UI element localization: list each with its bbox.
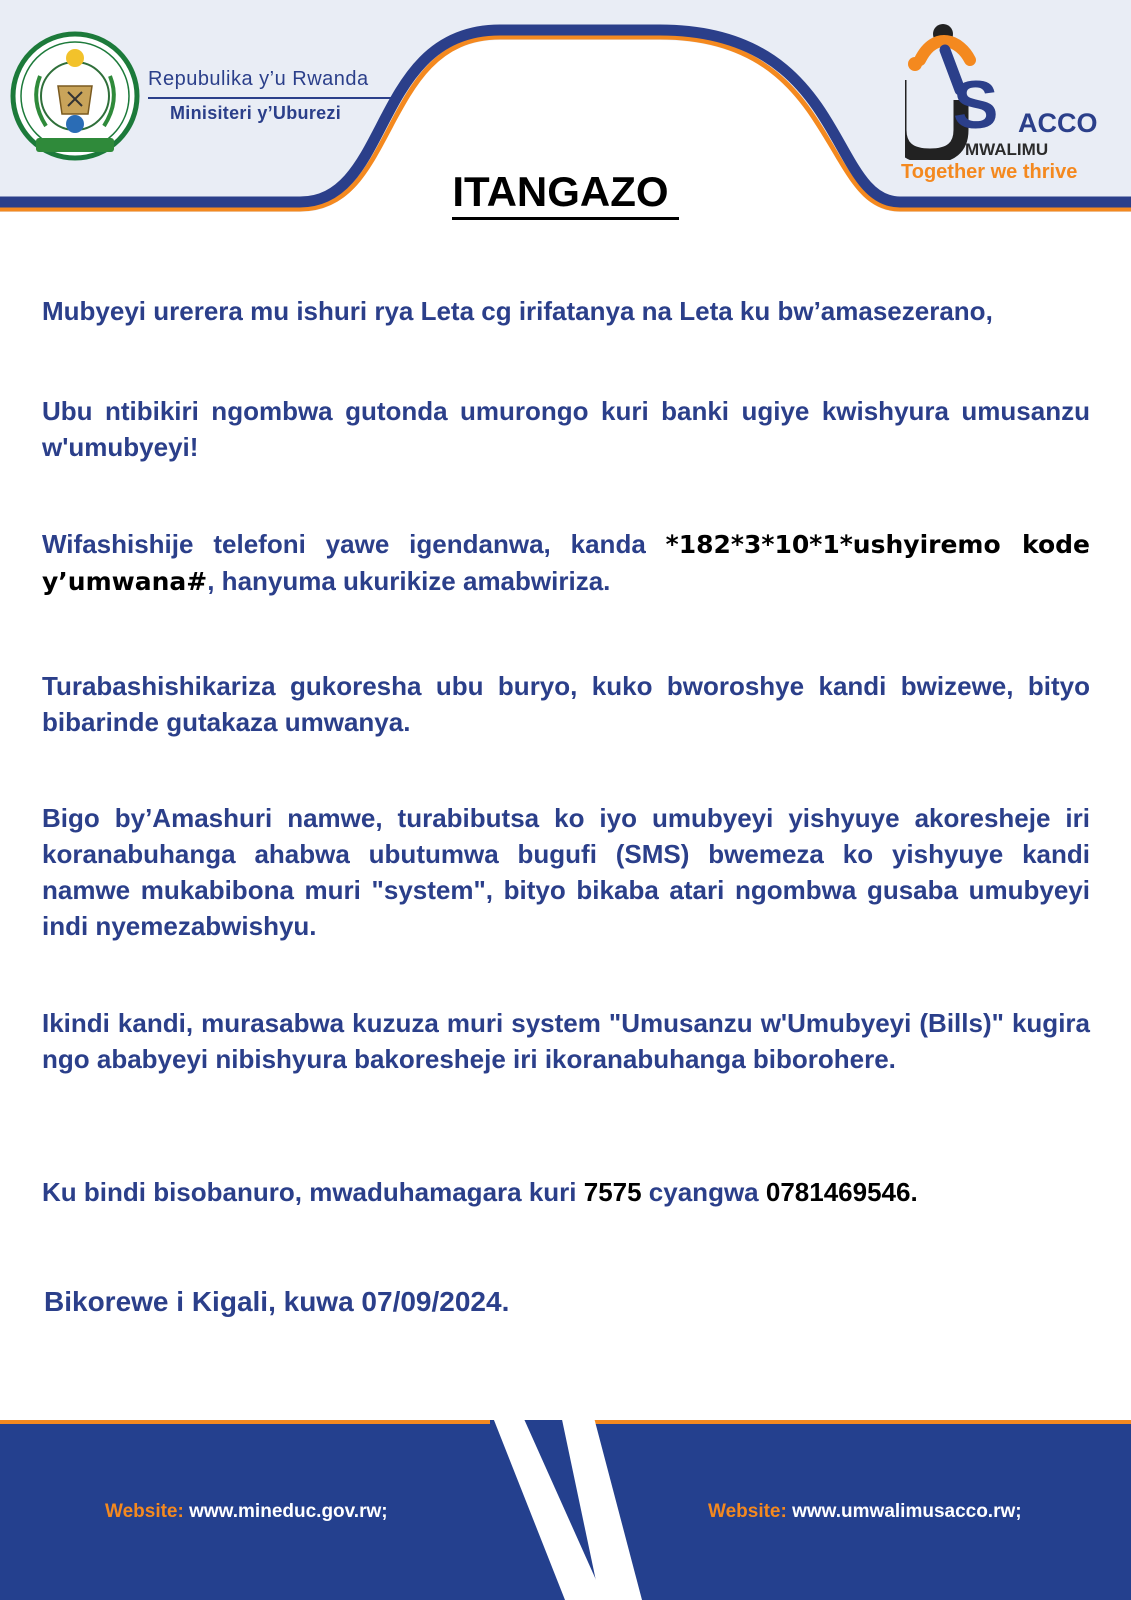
- paragraph-2: Ubu ntibikiri ngombwa gutonda umurongo kuri banki ugiye kwishyura umusanzu w'umubyeyi!: [42, 396, 1090, 462]
- logo-s-letter: S: [953, 67, 999, 143]
- p3-after: , hanyuma ukurikize amabwiriza.: [207, 566, 611, 596]
- ministry-divider: [148, 97, 398, 99]
- footer-website-right: [708, 1501, 1022, 1523]
- ministry-name: Minisiteri y’Uburezi: [170, 103, 342, 123]
- ministry-block: [148, 68, 398, 124]
- p7-end: .: [910, 1177, 918, 1207]
- footer-website-left: [105, 1501, 388, 1523]
- logo-mwalimu-text: MWALIMU: [965, 140, 1049, 159]
- website-label-left: Website:: [105, 1501, 184, 1522]
- paragraph-4: Turabashishikariza gukoresha ubu buryo, kuko bworoshye kandi bwizewe, bityo bibarinde gutakaza umwanya.: [42, 671, 1090, 737]
- logo-slogan: Together we thrive: [901, 161, 1078, 183]
- paragraph-6: Ikindi kandi, murasabwa kuzuza muri system "Umusanzu w'Umubyeyi (Bills)" kugira ngo ababyeyi nibishyura bakoresheje iri ikoranabuhanga biborohere.: [42, 1008, 1090, 1074]
- paragraph-3: [42, 526, 1090, 600]
- umwalimusacco-link[interactable]: www.umwalimusacco.rw;: [792, 1501, 1022, 1522]
- logo-acco-text: ACCO: [1018, 108, 1098, 138]
- paragraph-1: Mubyeyi urerera mu ishuri rya Leta cg irifatanya na Leta ku bw’amasezerano,: [42, 296, 993, 326]
- signoff-line: Bikorewe i Kigali, kuwa 07/09/2024.: [44, 1286, 510, 1317]
- p3-before: Wifashishije telefoni yawe igendanwa, kanda: [42, 529, 666, 559]
- website-label-right: Website:: [708, 1501, 787, 1522]
- paragraph-7: [42, 1174, 1090, 1210]
- phone-7575: 7575: [583, 1177, 642, 1207]
- ussd-code: *182*3*10*1*ushyiremo kode y’umwana#: [42, 530, 1091, 596]
- usacco-figure-icon: [905, 20, 1095, 160]
- title-text: ITANGAZO: [452, 168, 678, 220]
- umwalimu-sacco-logo: [901, 20, 1098, 190]
- rwanda-coat-of-arms-icon: [10, 26, 140, 166]
- mineduc-link[interactable]: www.mineduc.gov.rw;: [189, 1501, 388, 1522]
- paragraph-5: Bigo by’Amashuri namwe, turabibutsa ko iyo umubyeyi yishyuye akoresheje iri koranabuhanga ahabwa ubutumwa bugufi (SMS) bwemeza ko yishyuye kandi namwe mukabibona muri "system", bityo bikaba atari ngombwa gusaba umubyeyi indi nyemezabwishyu.: [42, 803, 1090, 941]
- page-title: [0, 168, 1131, 216]
- republic-name: Repubulika y’u Rwanda: [148, 68, 369, 90]
- p7-mid: cyangwa: [641, 1177, 766, 1207]
- phone-0781469546: 0781469546: [765, 1177, 911, 1207]
- p7-before: Ku bindi bisobanuro, mwaduhamagara kuri: [42, 1177, 584, 1207]
